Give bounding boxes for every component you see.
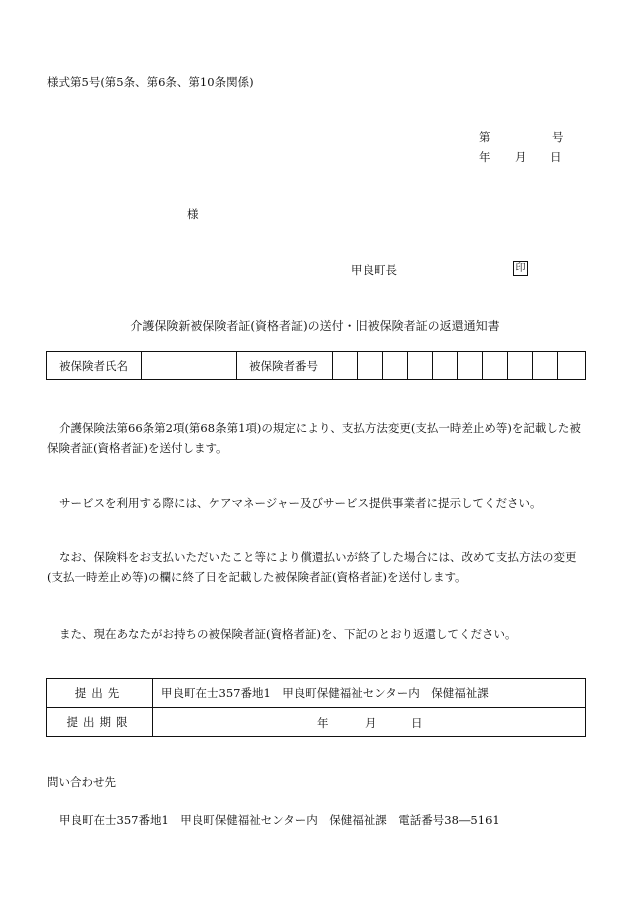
form-reference: 様式第5号(第5条、第6条、第10条関係) [47, 75, 254, 89]
insured-number-box[interactable] [383, 352, 408, 380]
paragraph-text: サービスを利用する際には、ケアマネージャー及びサービス提供事業者に提示してください。 [59, 496, 542, 510]
insured-number-box[interactable] [508, 352, 533, 380]
document-number-prefix: 第 [479, 130, 491, 144]
paragraph-text: また、現在あなたがお持ちの被保険者証(資格者証)を、下記のとおり返還してください。 [59, 627, 517, 641]
date-year-label: 年 [479, 150, 491, 164]
destination-label: 提出先 [47, 679, 153, 708]
deadline-value[interactable] [153, 708, 586, 737]
insured-number-box[interactable] [358, 352, 383, 380]
insured-number-box[interactable] [558, 352, 586, 380]
insured-number-box[interactable] [408, 352, 433, 380]
insured-number-box[interactable] [483, 352, 508, 380]
issuer-name: 甲良町長 [351, 263, 397, 277]
return-info-table [46, 678, 586, 737]
insured-number-box[interactable] [533, 352, 558, 380]
deadline-year-label: 年 [317, 716, 329, 730]
deadline-month-label: 月 [365, 716, 377, 730]
deadline-label: 提出期限 [47, 708, 153, 737]
date-month-label: 月 [515, 150, 527, 164]
contact-heading: 問い合わせ先 [47, 775, 116, 789]
insured-number-box[interactable] [333, 352, 358, 380]
insured-name-field[interactable] [142, 352, 237, 380]
contact-details: 甲良町在士357番地1 甲良町保健福祉センター内 保健福祉課 電話番号38―5161 [59, 813, 500, 827]
paragraph-text: なお、保険料をお支払いただいたこと等により償還払いが終了した場合には、改めて支払方法の変更(支払一時差止め等)の欄に終了日を記載した被保険者証(資格者証)を送付します。 [47, 550, 577, 584]
insured-number-box[interactable] [458, 352, 483, 380]
deadline-day-label: 日 [411, 716, 423, 730]
insured-info-table [46, 351, 586, 380]
insured-number-box[interactable] [433, 352, 458, 380]
body-paragraph [47, 547, 587, 587]
body-paragraph [47, 418, 587, 458]
seal-mark-icon: 印 [513, 261, 528, 276]
body-paragraph [47, 624, 587, 644]
insured-name-label: 被保険者氏名 [47, 352, 142, 380]
insured-number-label: 被保険者番号 [237, 352, 333, 380]
destination-value: 甲良町在士357番地1 甲良町保健福祉センター内 保健福祉課 [153, 679, 586, 708]
document-number-suffix: 号 [552, 130, 564, 144]
addressee-suffix: 様 [187, 207, 199, 221]
date-day-label: 日 [550, 150, 562, 164]
body-paragraph [47, 493, 587, 513]
paragraph-text: 介護保険法第66条第2項(第68条第1項)の規定により、支払方法変更(支払一時差止め等)を記載した被保険者証(資格者証)を送付します。 [47, 421, 581, 455]
document-title: 介護保険新被保険者証(資格者証)の送付・旧被保険者証の返還通知書 [130, 319, 500, 333]
